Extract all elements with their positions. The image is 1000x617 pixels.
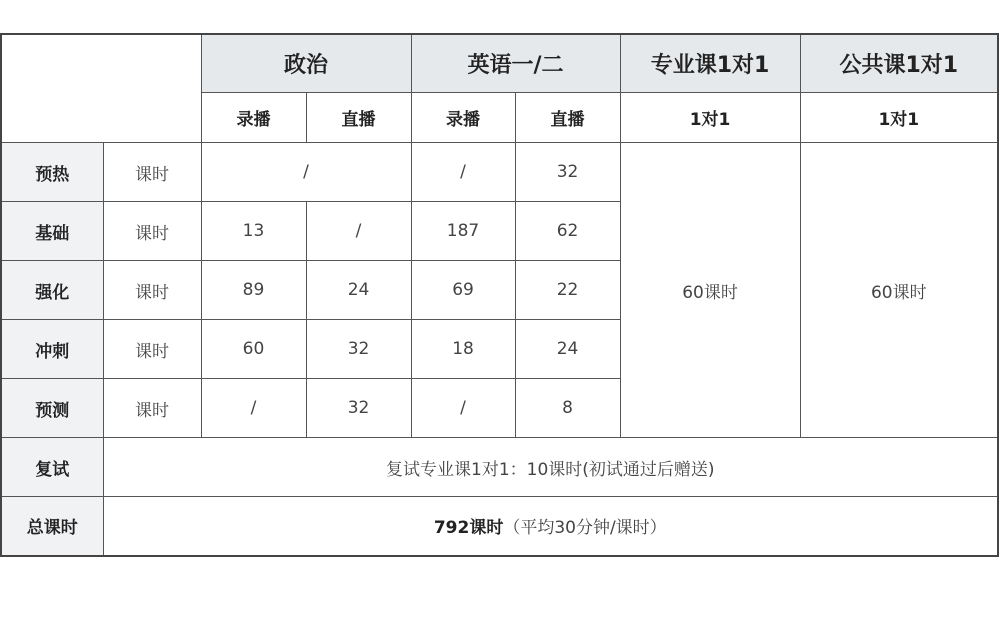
cell-politics-live: 32: [306, 320, 411, 379]
cell-politics-recorded: /: [201, 379, 306, 438]
course-hours-table: [0, 33, 999, 557]
course-hours-table-wrapper: [0, 33, 999, 557]
cell-politics-recorded: 60: [201, 320, 306, 379]
subheader-english-recorded: 录播: [411, 93, 515, 143]
subheader-politics-live: 直播: [306, 93, 411, 143]
cell-english-live: 24: [515, 320, 620, 379]
total-label: 总课时: [1, 497, 103, 556]
retest-row: [1, 438, 998, 497]
header-english: 英语一/二: [411, 34, 620, 93]
total-row: [1, 497, 998, 556]
cell-politics: /: [201, 143, 411, 202]
subheader-major-one-on-one: 1对1: [620, 93, 800, 143]
header-public: 公共课1对1: [800, 34, 998, 93]
cell-public-hours: 60课时: [800, 143, 998, 438]
cell-major-hours: 60课时: [620, 143, 800, 438]
cell-politics-live: 32: [306, 379, 411, 438]
cell-english-live: 62: [515, 202, 620, 261]
unit-label: 课时: [103, 320, 201, 379]
cell-politics-live: /: [306, 202, 411, 261]
subheader-english-live: 直播: [515, 93, 620, 143]
total-value: 792课时: [433, 518, 504, 539]
cell-english-recorded: 69: [411, 261, 515, 320]
stage-label: 基础: [1, 202, 103, 261]
cell-english-live: 22: [515, 261, 620, 320]
cell-politics-live: 24: [306, 261, 411, 320]
cell-english-recorded: 18: [411, 320, 515, 379]
header-politics: 政治: [201, 34, 411, 93]
corner-cell: [1, 34, 201, 143]
subheader-public-one-on-one: 1对1: [800, 93, 998, 143]
cell-english-recorded: /: [411, 379, 515, 438]
unit-label: 课时: [103, 379, 201, 438]
cell-politics-recorded: 13: [201, 202, 306, 261]
stage-label: 强化: [1, 261, 103, 320]
cell-english-recorded: 187: [411, 202, 515, 261]
cell-english-live: 32: [515, 143, 620, 202]
retest-label: 复试: [1, 438, 103, 497]
cell-english-recorded: /: [411, 143, 515, 202]
stage-label: 冲刺: [1, 320, 103, 379]
stage-label: 预热: [1, 143, 103, 202]
header-row: [1, 34, 998, 93]
cell-english-live: 8: [515, 379, 620, 438]
total-cell: [103, 497, 998, 556]
stage-label: 预测: [1, 379, 103, 438]
unit-label: 课时: [103, 202, 201, 261]
subheader-politics-recorded: 录播: [201, 93, 306, 143]
table-row: [1, 143, 998, 202]
unit-label: 课时: [103, 143, 201, 202]
header-major: 专业课1对1: [620, 34, 800, 93]
retest-text: 复试专业课1对1：10课时(初试通过后赠送): [103, 438, 998, 497]
total-note: （平均30分钟/课时）: [503, 518, 667, 539]
cell-politics-recorded: 89: [201, 261, 306, 320]
unit-label: 课时: [103, 261, 201, 320]
